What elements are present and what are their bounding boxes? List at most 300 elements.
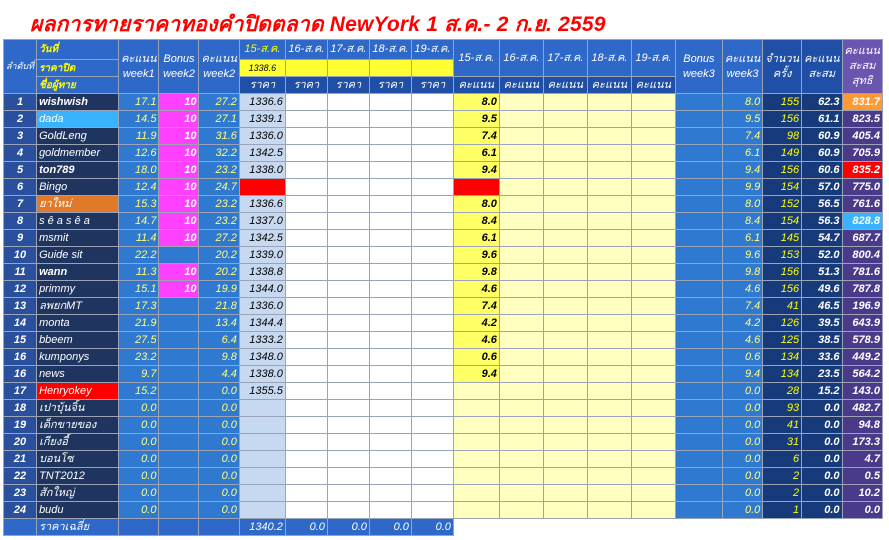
score-week3-cell: 0.0	[722, 485, 762, 502]
price-empty-cell	[327, 434, 369, 451]
date-header-5: 19-ส.ค.	[411, 40, 453, 60]
score-empty-cell	[587, 247, 631, 264]
bonus-week3-cell	[675, 196, 722, 213]
score-cell: 6.1	[453, 230, 499, 247]
price-empty-cell	[411, 315, 453, 332]
price-empty-cell	[327, 213, 369, 230]
score-week3-cell: 0.0	[722, 417, 762, 434]
price-empty-cell	[369, 264, 411, 281]
net-cell: 787.8	[842, 281, 882, 298]
price-empty-cell	[285, 247, 327, 264]
price-empty-cell	[369, 502, 411, 519]
member-name: เกียงอี้	[37, 434, 119, 451]
price-empty-cell	[285, 281, 327, 298]
footer-blank	[199, 519, 239, 536]
score-cell	[453, 451, 499, 468]
score-empty-cell	[631, 281, 675, 298]
bonus-week3-cell	[675, 468, 722, 485]
score-week1-cell: 21.9	[119, 315, 159, 332]
score-empty-cell	[587, 128, 631, 145]
score-week1-cell: 17.3	[119, 298, 159, 315]
score-empty-cell	[543, 230, 587, 247]
score-week3-cell: 7.4	[722, 298, 762, 315]
score-label-3: คะแนน	[543, 77, 587, 94]
bonus-week3-cell	[675, 213, 722, 230]
bonus-cell	[159, 349, 199, 366]
accum-cell: 60.6	[802, 162, 842, 179]
score-cell: 4.6	[453, 281, 499, 298]
score-empty-cell	[587, 213, 631, 230]
score-week3-cell: 0.6	[722, 349, 762, 366]
score-cell: 8.4	[453, 213, 499, 230]
score-empty-cell	[499, 298, 543, 315]
bonus-cell: 10	[159, 213, 199, 230]
score-empty-cell	[543, 485, 587, 502]
member-name: budu	[37, 502, 119, 519]
score-empty-cell	[631, 213, 675, 230]
price-cell	[239, 451, 285, 468]
price-empty-cell	[285, 264, 327, 281]
score-week2-cell: 0.0	[199, 485, 239, 502]
accum-cell: 51.3	[802, 264, 842, 281]
member-name: msmit	[37, 230, 119, 247]
rank-cell: 18	[4, 400, 37, 417]
rank-cell: 10	[4, 247, 37, 264]
score-week3-cell: 9.6	[722, 247, 762, 264]
table-row	[4, 145, 883, 162]
bonus-week3-cell	[675, 332, 722, 349]
score-empty-cell	[499, 145, 543, 162]
price-empty-cell	[369, 485, 411, 502]
count-cell: 41	[763, 298, 802, 315]
score-week1-cell: 18.0	[119, 162, 159, 179]
count-cell: 125	[763, 332, 802, 349]
results-table	[3, 39, 883, 536]
member-name: ton789	[37, 162, 119, 179]
price-empty-cell	[411, 485, 453, 502]
score-empty-cell	[499, 468, 543, 485]
score-empty-cell	[587, 111, 631, 128]
count-cell: 6	[763, 451, 802, 468]
rank-header: ลำดับที่	[4, 40, 37, 94]
score-empty-cell	[631, 332, 675, 349]
rank-cell: 16	[4, 366, 37, 383]
score-week1-cell: 9.7	[119, 366, 159, 383]
table-row	[4, 111, 883, 128]
rank-cell: 7	[4, 196, 37, 213]
table-row	[4, 213, 883, 230]
member-name: Guide sit	[37, 247, 119, 264]
rank-cell: 9	[4, 230, 37, 247]
footer-blank	[4, 519, 37, 536]
score-empty-cell	[631, 162, 675, 179]
price-label-5: ราคา	[411, 77, 453, 94]
price-empty-cell	[411, 247, 453, 264]
score-week2-cell: 0.0	[199, 400, 239, 417]
price-empty-cell	[285, 162, 327, 179]
score-label-4: คะแนน	[587, 77, 631, 94]
price-empty-cell	[411, 451, 453, 468]
count-cell: 2	[763, 468, 802, 485]
price-empty-cell	[327, 485, 369, 502]
price-empty-cell	[411, 383, 453, 400]
table-row	[4, 128, 883, 145]
bonus-cell	[159, 417, 199, 434]
average-value-5: 0.0	[411, 519, 453, 536]
score-empty-cell	[543, 162, 587, 179]
score-empty-cell	[587, 264, 631, 281]
score-empty-cell	[543, 332, 587, 349]
rank-cell: 11	[4, 264, 37, 281]
score-empty-cell	[631, 366, 675, 383]
accum-cell: 60.9	[802, 128, 842, 145]
rank-cell: 14	[4, 315, 37, 332]
close-price-header: ราคาปิด	[37, 60, 119, 77]
count-cell: 31	[763, 434, 802, 451]
score-week3-cell: 0.0	[722, 400, 762, 417]
price-cell	[239, 400, 285, 417]
score-week2-cell: 27.2	[199, 230, 239, 247]
price-empty-cell	[285, 502, 327, 519]
score-week1-cell: 22.2	[119, 247, 159, 264]
member-name: monta	[37, 315, 119, 332]
accum-cell: 62.3	[802, 94, 842, 111]
score-week1-cell: 14.7	[119, 213, 159, 230]
score-empty-cell	[587, 417, 631, 434]
bonus-week3-cell	[675, 383, 722, 400]
score-week3-cell: 9.5	[722, 111, 762, 128]
price-cell: 1336.0	[239, 128, 285, 145]
rank-cell: 12	[4, 281, 37, 298]
accum-cell: 0.0	[802, 451, 842, 468]
count-cell: 126	[763, 315, 802, 332]
member-name: GoldLeng	[37, 128, 119, 145]
score-week3-cell: 0.0	[722, 383, 762, 400]
score-week3-cell: 4.2	[722, 315, 762, 332]
bonus-cell	[159, 502, 199, 519]
accum-cell: 0.0	[802, 417, 842, 434]
price-empty-cell	[411, 298, 453, 315]
score-empty-cell	[499, 315, 543, 332]
net-cell: 0.0	[842, 502, 882, 519]
accum-cell: 33.6	[802, 349, 842, 366]
rank-cell: 20	[4, 434, 37, 451]
price-empty-cell	[285, 196, 327, 213]
price-cell: 1337.0	[239, 213, 285, 230]
score-empty-cell	[587, 485, 631, 502]
score-empty-cell	[499, 451, 543, 468]
price-empty-cell	[411, 366, 453, 383]
price-empty-cell	[327, 417, 369, 434]
score-week3-cell: 9.9	[722, 179, 762, 196]
accum-cell: 38.5	[802, 332, 842, 349]
score-empty-cell	[587, 281, 631, 298]
close-price-value: 1338.6	[239, 60, 285, 77]
price-empty-cell	[369, 145, 411, 162]
price-empty-cell	[285, 332, 327, 349]
bonus-cell	[159, 366, 199, 383]
net-cell: 0.5	[842, 468, 882, 485]
score-week2-cell: 23.2	[199, 213, 239, 230]
price-empty-cell	[411, 128, 453, 145]
score-cell	[453, 485, 499, 502]
net-cell: 405.4	[842, 128, 882, 145]
score-week2-cell: 9.8	[199, 349, 239, 366]
score-empty-cell	[587, 383, 631, 400]
score-cell: 8.0	[453, 196, 499, 213]
score-empty-cell	[631, 247, 675, 264]
price-empty-cell	[369, 281, 411, 298]
score-cell	[453, 468, 499, 485]
price-empty-cell	[327, 383, 369, 400]
price-empty-cell	[285, 111, 327, 128]
table-row	[4, 196, 883, 213]
price-empty-cell	[369, 247, 411, 264]
table-row	[4, 315, 883, 332]
table-row	[4, 349, 883, 366]
rank-cell: 15	[4, 332, 37, 349]
score-empty-cell	[631, 451, 675, 468]
score-cell: 9.4	[453, 162, 499, 179]
count-header: จำนวน ครั้ง	[763, 40, 802, 94]
net-cell: 775.0	[842, 179, 882, 196]
score-week2-cell: 20.2	[199, 247, 239, 264]
score-empty-cell	[587, 332, 631, 349]
score-empty-cell	[543, 111, 587, 128]
price-empty-cell	[285, 145, 327, 162]
price-cell	[239, 485, 285, 502]
rank-cell: 5	[4, 162, 37, 179]
score-empty-cell	[631, 128, 675, 145]
score-week1-cell: 11.4	[119, 230, 159, 247]
footer-blank	[159, 519, 199, 536]
score-empty-cell	[499, 94, 543, 111]
table-row	[4, 383, 883, 400]
score-week1-cell: 15.3	[119, 196, 159, 213]
score-empty-cell	[587, 349, 631, 366]
score-empty-cell	[587, 196, 631, 213]
price-empty-cell	[369, 451, 411, 468]
net-cell: 781.6	[842, 264, 882, 281]
score-empty-cell	[543, 94, 587, 111]
accum-cell: 60.9	[802, 145, 842, 162]
accum-cell: 46.5	[802, 298, 842, 315]
score-empty-cell	[587, 162, 631, 179]
bonus-week3-cell	[675, 145, 722, 162]
score-empty-cell	[543, 247, 587, 264]
price-cell: 1338.0	[239, 162, 285, 179]
rank-cell: 16	[4, 349, 37, 366]
bonus-cell: 10	[159, 230, 199, 247]
score-label-1: คะแนน	[453, 77, 499, 94]
price-empty-cell	[327, 315, 369, 332]
member-name: เด็กขายของ	[37, 417, 119, 434]
bonus-cell	[159, 468, 199, 485]
score-week1-cell: 17.1	[119, 94, 159, 111]
price-empty-cell	[327, 179, 369, 196]
count-cell: 2	[763, 485, 802, 502]
score-empty-cell	[499, 179, 543, 196]
price-empty-cell	[411, 281, 453, 298]
price-cell	[239, 468, 285, 485]
score-empty-cell	[543, 349, 587, 366]
score-week2-cell: 32.2	[199, 145, 239, 162]
bonus-cell: 10	[159, 264, 199, 281]
score-week3-cell: 9.4	[722, 162, 762, 179]
score-cell: 4.6	[453, 332, 499, 349]
table-row	[4, 417, 883, 434]
score-empty-cell	[499, 417, 543, 434]
price-empty-cell	[411, 264, 453, 281]
average-label: ราคาเฉลี่ย	[37, 519, 119, 536]
score-week2-header: คะแนน week2	[199, 40, 239, 94]
accum-cell: 49.6	[802, 281, 842, 298]
net-cell: 173.3	[842, 434, 882, 451]
bonus-cell	[159, 247, 199, 264]
score-empty-cell	[587, 400, 631, 417]
price-empty-cell	[369, 417, 411, 434]
bonus-cell	[159, 451, 199, 468]
score-empty-cell	[631, 502, 675, 519]
score-cell: 8.0	[453, 94, 499, 111]
bonus-cell	[159, 434, 199, 451]
price-empty-cell	[285, 179, 327, 196]
net-cell: 10.2	[842, 485, 882, 502]
net-cell: 449.2	[842, 349, 882, 366]
member-name: dada	[37, 111, 119, 128]
price-empty-cell	[411, 230, 453, 247]
member-name: ลพยกMT	[37, 298, 119, 315]
price-empty-cell	[411, 145, 453, 162]
price-empty-cell	[369, 315, 411, 332]
day-header: วันที่	[37, 40, 119, 60]
bonus-week3-header: Bonus week3	[675, 40, 722, 94]
close-price-empty-3	[327, 60, 369, 77]
price-cell: 1339.0	[239, 247, 285, 264]
count-cell: 93	[763, 400, 802, 417]
score-empty-cell	[631, 485, 675, 502]
score-empty-cell	[543, 417, 587, 434]
price-empty-cell	[285, 213, 327, 230]
score-date-header-2: 16-ส.ค.	[499, 40, 543, 77]
price-cell: 1333.2	[239, 332, 285, 349]
table-row	[4, 366, 883, 383]
score-week1-cell: 12.4	[119, 179, 159, 196]
bonus-cell	[159, 298, 199, 315]
score-empty-cell	[587, 230, 631, 247]
price-empty-cell	[285, 230, 327, 247]
bonus-week3-cell	[675, 451, 722, 468]
table-row	[4, 400, 883, 417]
score-date-header-5: 19-ส.ค.	[631, 40, 675, 77]
count-cell: 156	[763, 264, 802, 281]
score-empty-cell	[587, 145, 631, 162]
score-cell	[453, 502, 499, 519]
score-empty-cell	[543, 179, 587, 196]
score-empty-cell	[631, 400, 675, 417]
close-price-empty-4	[369, 60, 411, 77]
score-cell	[453, 417, 499, 434]
bonus-week3-cell	[675, 281, 722, 298]
member-name: Henryokey	[37, 383, 119, 400]
score-empty-cell	[587, 179, 631, 196]
score-empty-cell	[631, 111, 675, 128]
price-empty-cell	[369, 332, 411, 349]
score-week3-cell: 4.6	[722, 332, 762, 349]
price-empty-cell	[327, 264, 369, 281]
date-header-1: 15-ส.ค.	[239, 40, 285, 60]
bonus-week3-cell	[675, 434, 722, 451]
score-empty-cell	[631, 434, 675, 451]
score-empty-cell	[631, 417, 675, 434]
score-week1-cell: 27.5	[119, 332, 159, 349]
score-cell: 9.8	[453, 264, 499, 281]
price-cell: 1348.0	[239, 349, 285, 366]
average-value-1: 1340.2	[239, 519, 285, 536]
score-empty-cell	[587, 94, 631, 111]
score-week3-cell: 6.1	[722, 230, 762, 247]
score-empty-cell	[543, 213, 587, 230]
accum-cell: 52.0	[802, 247, 842, 264]
price-empty-cell	[327, 468, 369, 485]
score-empty-cell	[499, 434, 543, 451]
score-empty-cell	[631, 468, 675, 485]
price-empty-cell	[285, 417, 327, 434]
score-empty-cell	[631, 179, 675, 196]
price-empty-cell	[411, 111, 453, 128]
score-empty-cell	[631, 196, 675, 213]
score-empty-cell	[499, 366, 543, 383]
score-empty-cell	[631, 383, 675, 400]
net-cell: 687.7	[842, 230, 882, 247]
count-cell: 152	[763, 196, 802, 213]
bonus-week3-cell	[675, 298, 722, 315]
bonus-week3-cell	[675, 502, 722, 519]
score-cell	[453, 383, 499, 400]
price-cell: 1342.5	[239, 230, 285, 247]
score-week1-header: คะแนน week1	[119, 40, 159, 94]
price-empty-cell	[327, 332, 369, 349]
score-week3-cell: 7.4	[722, 128, 762, 145]
table-row	[4, 281, 883, 298]
table-row	[4, 434, 883, 451]
member-name: ยาใหม่	[37, 196, 119, 213]
bonus-cell: 10	[159, 128, 199, 145]
net-header: คะแนน สะสม สุทธิ	[842, 40, 882, 94]
rank-cell: 19	[4, 417, 37, 434]
score-week2-cell: 13.4	[199, 315, 239, 332]
price-cell	[239, 417, 285, 434]
net-cell: 835.2	[842, 162, 882, 179]
score-empty-cell	[543, 315, 587, 332]
score-empty-cell	[543, 298, 587, 315]
score-date-header-4: 18-ส.ค.	[587, 40, 631, 77]
rank-cell: 24	[4, 502, 37, 519]
net-cell: 761.6	[842, 196, 882, 213]
bonus-week3-cell	[675, 417, 722, 434]
bonus-cell	[159, 485, 199, 502]
accum-cell: 39.5	[802, 315, 842, 332]
price-empty-cell	[327, 400, 369, 417]
price-empty-cell	[369, 162, 411, 179]
price-empty-cell	[285, 468, 327, 485]
price-empty-cell	[369, 434, 411, 451]
price-cell: 1336.0	[239, 298, 285, 315]
score-week2-cell: 23.2	[199, 162, 239, 179]
accum-cell: 56.3	[802, 213, 842, 230]
price-empty-cell	[285, 400, 327, 417]
price-empty-cell	[411, 502, 453, 519]
